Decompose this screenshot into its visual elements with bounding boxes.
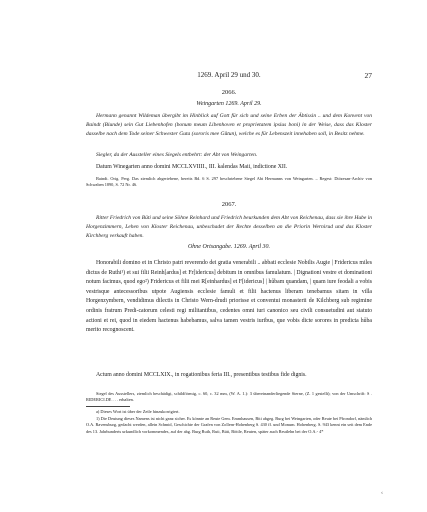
margin-mark: ‹: [381, 490, 383, 496]
datum-line: Datum Winegarten anno domini MCCLXVIIII., III. kalendas Maii, indictione XII.: [96, 164, 288, 170]
actum-line: Actum anno domini MCCLXIX., in rogationibus feria III., presentibus testibus fide dignis.: [96, 372, 307, 378]
charter-text: Honorabili domino et in Christo patri reverendo dei gratia venerabili .. abbati ecclesie Nobilis Augie | Fridericus miles dictus de Ruthi¹) et sui filii Reinh[ardus] et Fr[idericus] debitum in omnibus famulatum. | Dignationi vestre et dominationi notum facimus, quod ego²) Fridericus et filii mei R[einhardus] et F[idericus] | hůbam quandam, | quam iure feodali a vobis vestrisque antecessoribus utpote Augiensis ecclesie famuli et filii hactenus liberam tenebamus sitam in villa Horgenzymbern, vendidimus dilectis in Christo Wern-drudi priorisse et conventui monasterii de Kilchberg sub regimine ordinis fratrum Predi-catorum celesti regi militantibus, cedentes omni iuri canonico seu civili consuetudini aut statuto actioni et rei, quod in eiedem hactenus habebamus, salva tamen vestris iuribus, que vobis dicte sorores in predicta hůba merito recognoscent.: [86, 260, 372, 334]
place-date: Ohne Ortsangabe. 1269. April 30.: [187, 244, 271, 250]
seal-note: Siegler, da der Aussteller eines Siegels entbehrt: der Abt von Weingarten.: [96, 152, 258, 158]
running-header-title: 1269. April 29 und 30.: [197, 71, 261, 79]
document-number: 2066.: [221, 89, 237, 96]
regest-paragraph: Ritter Friedrich von Büti und seine Söhne Reinhard und Friedrich beurkunden dem Abt von Reichenau, dass sie ihre Hube in Horgenzimmern, Lehen von Kloster Reichenau, unbeschadet der Rechte desselben an die Priorin Wernirud und das Kloster Kirchberg verkauft haben.: [86, 215, 372, 239]
page-number: 27: [364, 71, 372, 80]
source-note: Siegel des Ausstellers, ziemlich beschädigt, schildförmig, c. 60, c. 32 mm, (W. A. 1.): 3 übereinanderliegende Sterne, (Z. 1 gestellt); von der Umschrift: S . RIDERICI.DE . . . erhalten.: [86, 391, 372, 403]
regest-paragraph: Hermann genannt Wildeman übergibt im Hinblick auf Gott für sich und seine Erben der Äbtissin .. und dem Konvent von Baindt (Biunde) sein Gut Liebenhofen (bonum meum Libenhoven et proprietatem ipsius boni) in der Weise, dass das Kloster dasselbe nach dem Tode seiner Schwester Guta (sororis mee Gůtun), welche es für Lebenszeit innehaben soll, in Besitz nehme.: [86, 113, 372, 137]
place-date: Weingarten 1269. April 29.: [196, 101, 262, 107]
source-note: Baindt. Orig. Perg. Das ziemlich abgeriebene, bereits Bd. 6 S. 297 beschriebene Siegel Abt Hermanns von Weingarten. – Regest: Diözesan-Archiv von Schwaben 1890, S. 72 Nr. 46.: [86, 176, 372, 188]
running-header: [86, 71, 372, 81]
footnote-rule: [86, 406, 130, 407]
footnote: a) Dieses Wort ist über der Zeile hinzukorrigiert.: [96, 409, 180, 414]
footnote: 1) Die Deutung dieses Namens ist nicht ganz sicher. Es könnte an Reute Gem. Emmhausen, Biti abgeg. Burg bei Weingarten, oder Reute bei Pfrondorf, nämlich O.A. Ravensburg, gedacht werden, allein Schmid, Geschichte der Grafen von Zollern-Hohenberg S. 430 ff. und Monum. Hohenberg. S. 943 kennt ein seit dem Ende des 13. Jahrhunderts urkundlich vorkommendes, auf der abg. Burg Ruth, Ruti, Büti, Böttle, Reuten, später auch Reutlehn bei der O.A.- 4*: [86, 416, 372, 434]
document-number: 2067.: [221, 201, 237, 208]
